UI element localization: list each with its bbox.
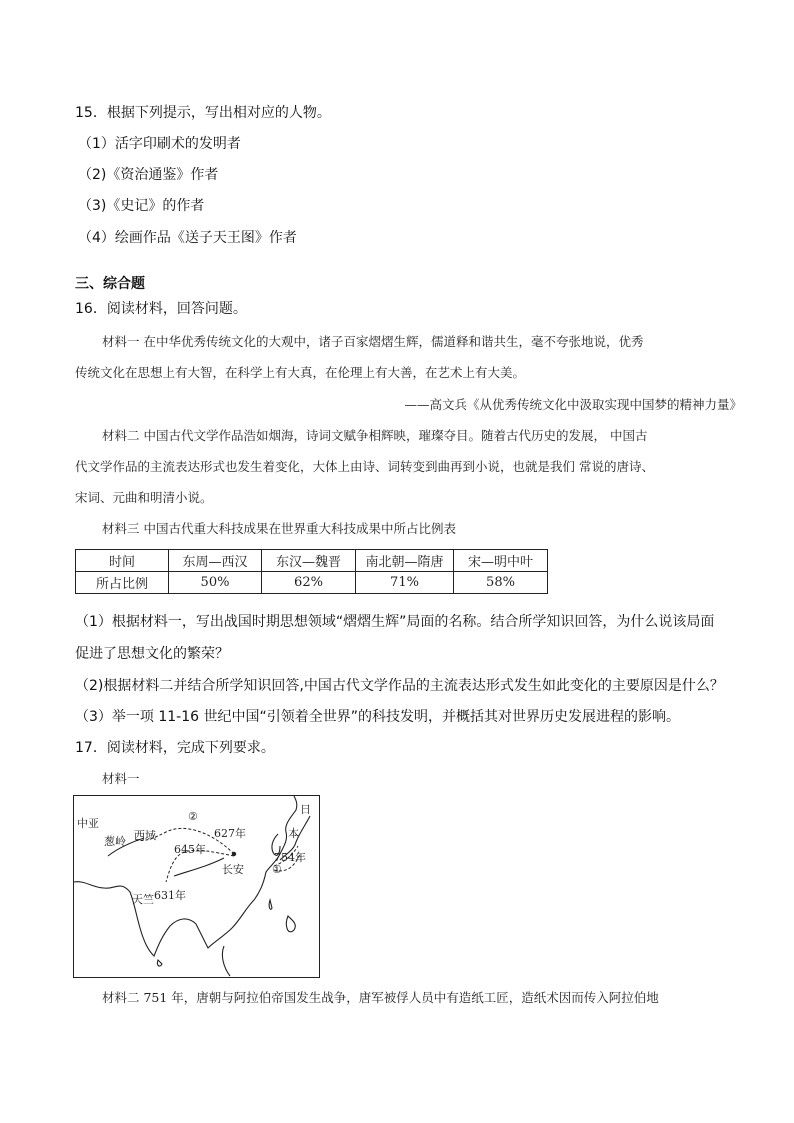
- q17-stem: 17．阅读材料，完成下列要求。: [75, 740, 275, 756]
- map-label-central-asia: 中亚: [77, 817, 99, 830]
- map-label-route2: ②: [188, 810, 198, 823]
- q16-stem: 16．阅读材料，回答问题。: [75, 301, 247, 317]
- changan-dot: [232, 852, 236, 856]
- table-cell-ratio: 62%: [262, 572, 356, 594]
- table-row-header-time: 时间: [76, 550, 169, 572]
- map-label-route1: ①: [272, 863, 282, 876]
- q15-item-4: （4）绘画作品《送子天王图》作者: [78, 230, 297, 246]
- table-cell-period: 东周—西汉: [169, 550, 262, 572]
- table-cell-period: 南北朝—隋唐: [356, 550, 454, 572]
- map-label-631: 631年: [154, 889, 186, 902]
- table-row-header-ratio: 所占比例: [76, 572, 169, 594]
- srilanka-island: [157, 960, 162, 966]
- section-title: 三、综合题: [75, 276, 145, 292]
- table-cell-ratio: 58%: [454, 572, 548, 594]
- q15-item-3: （3)《史记》的作者: [78, 198, 205, 214]
- table-cell-ratio: 71%: [356, 572, 454, 594]
- q16-question3: （3）举一项 11-16 世纪中国“引领着全世界”的科技发明，并概括其对世界历史发展进程的影响。: [75, 709, 680, 725]
- map-label-japan-a: 日: [300, 803, 311, 816]
- historical-route-map: [73, 795, 320, 978]
- q15-stem: 15．根据下列提示，写出相对应的人物。: [75, 105, 331, 121]
- q16-material2-line2: 代文学作品的主流表达形式也发生着变化，大体上由诗、词转变到曲再到小说，也就是我们 常说的唐诗、: [75, 459, 654, 474]
- map-label-pamirs: 葱岭: [104, 835, 126, 848]
- table-row: [76, 550, 548, 572]
- coastline: [74, 796, 297, 956]
- q15-item-2: （2)《资治通鉴》作者: [78, 167, 219, 183]
- q17-material2: 材料二 751 年，唐朝与阿拉伯帝国发生战争，唐军被俘人员中有造纸工匠，造纸术因而传入阿拉伯地: [102, 990, 659, 1005]
- q16-material1-line1: 材料一 在中华优秀传统文化的大观中，诸子百家熠熠生辉，儒道释和谐共生，毫不夸张地说，优秀: [102, 334, 644, 349]
- taiwan-island: [269, 900, 272, 909]
- map-drawing: [74, 796, 320, 978]
- map-label-japan-b: 本: [288, 827, 299, 840]
- philippines-island: [286, 916, 295, 932]
- q17-material1-label: 材料一: [102, 771, 140, 786]
- q16-question1-line1: （1）根据材料一，写出战国时期思想领域“熠熠生辉”局面的名称。结合所学知识回答，为什么说该局面: [75, 614, 715, 630]
- q16-material3-caption: 材料三 中国古代重大科技成果在世界重大科技成果中所占比例表: [102, 521, 456, 536]
- map-label-changan: 长安: [222, 863, 244, 876]
- q16-material2-line1: 材料二 中国古代文学作品浩如烟海，诗词文赋争相辉映，璀璨夺目。随着古代历史的发展， 中国古: [102, 428, 648, 443]
- malay-peninsula: [222, 946, 230, 976]
- table-row: [76, 572, 548, 594]
- q16-material1-line2: 传统文化在思想上有大智，在科学上有大真，在伦理上有大善，在艺术上有大美。: [75, 365, 526, 380]
- table-cell-period: 东汉—魏晋: [262, 550, 356, 572]
- table-cell-period: 宋—明中叶: [454, 550, 548, 572]
- river-line: [174, 858, 224, 876]
- q16-ratio-table: [75, 549, 548, 594]
- map-label-western-regions: 西域: [134, 829, 156, 842]
- q16-question2: （2)根据材料二并结合所学知识回答,中国古代文学作品的主流表达形式发生如此变化的主要原因是什么？: [75, 678, 724, 694]
- q16-material2-line3: 宋词、元曲和明清小说。: [75, 490, 213, 505]
- map-label-627: 627年: [214, 827, 246, 840]
- q16-question1-line2: 促进了思想文化的繁荣？: [75, 646, 229, 662]
- q15-item-1: （1）活字印刷术的发明者: [78, 136, 241, 152]
- map-label-754: 754年: [274, 851, 306, 864]
- map-label-tianzhu: 天竺: [132, 893, 154, 906]
- map-label-645: 645年: [174, 843, 206, 856]
- table-cell-ratio: 50%: [169, 572, 262, 594]
- q16-material1-source: ——高文兵《从优秀传统文化中汲取实现中国梦的精神力量》: [404, 397, 742, 412]
